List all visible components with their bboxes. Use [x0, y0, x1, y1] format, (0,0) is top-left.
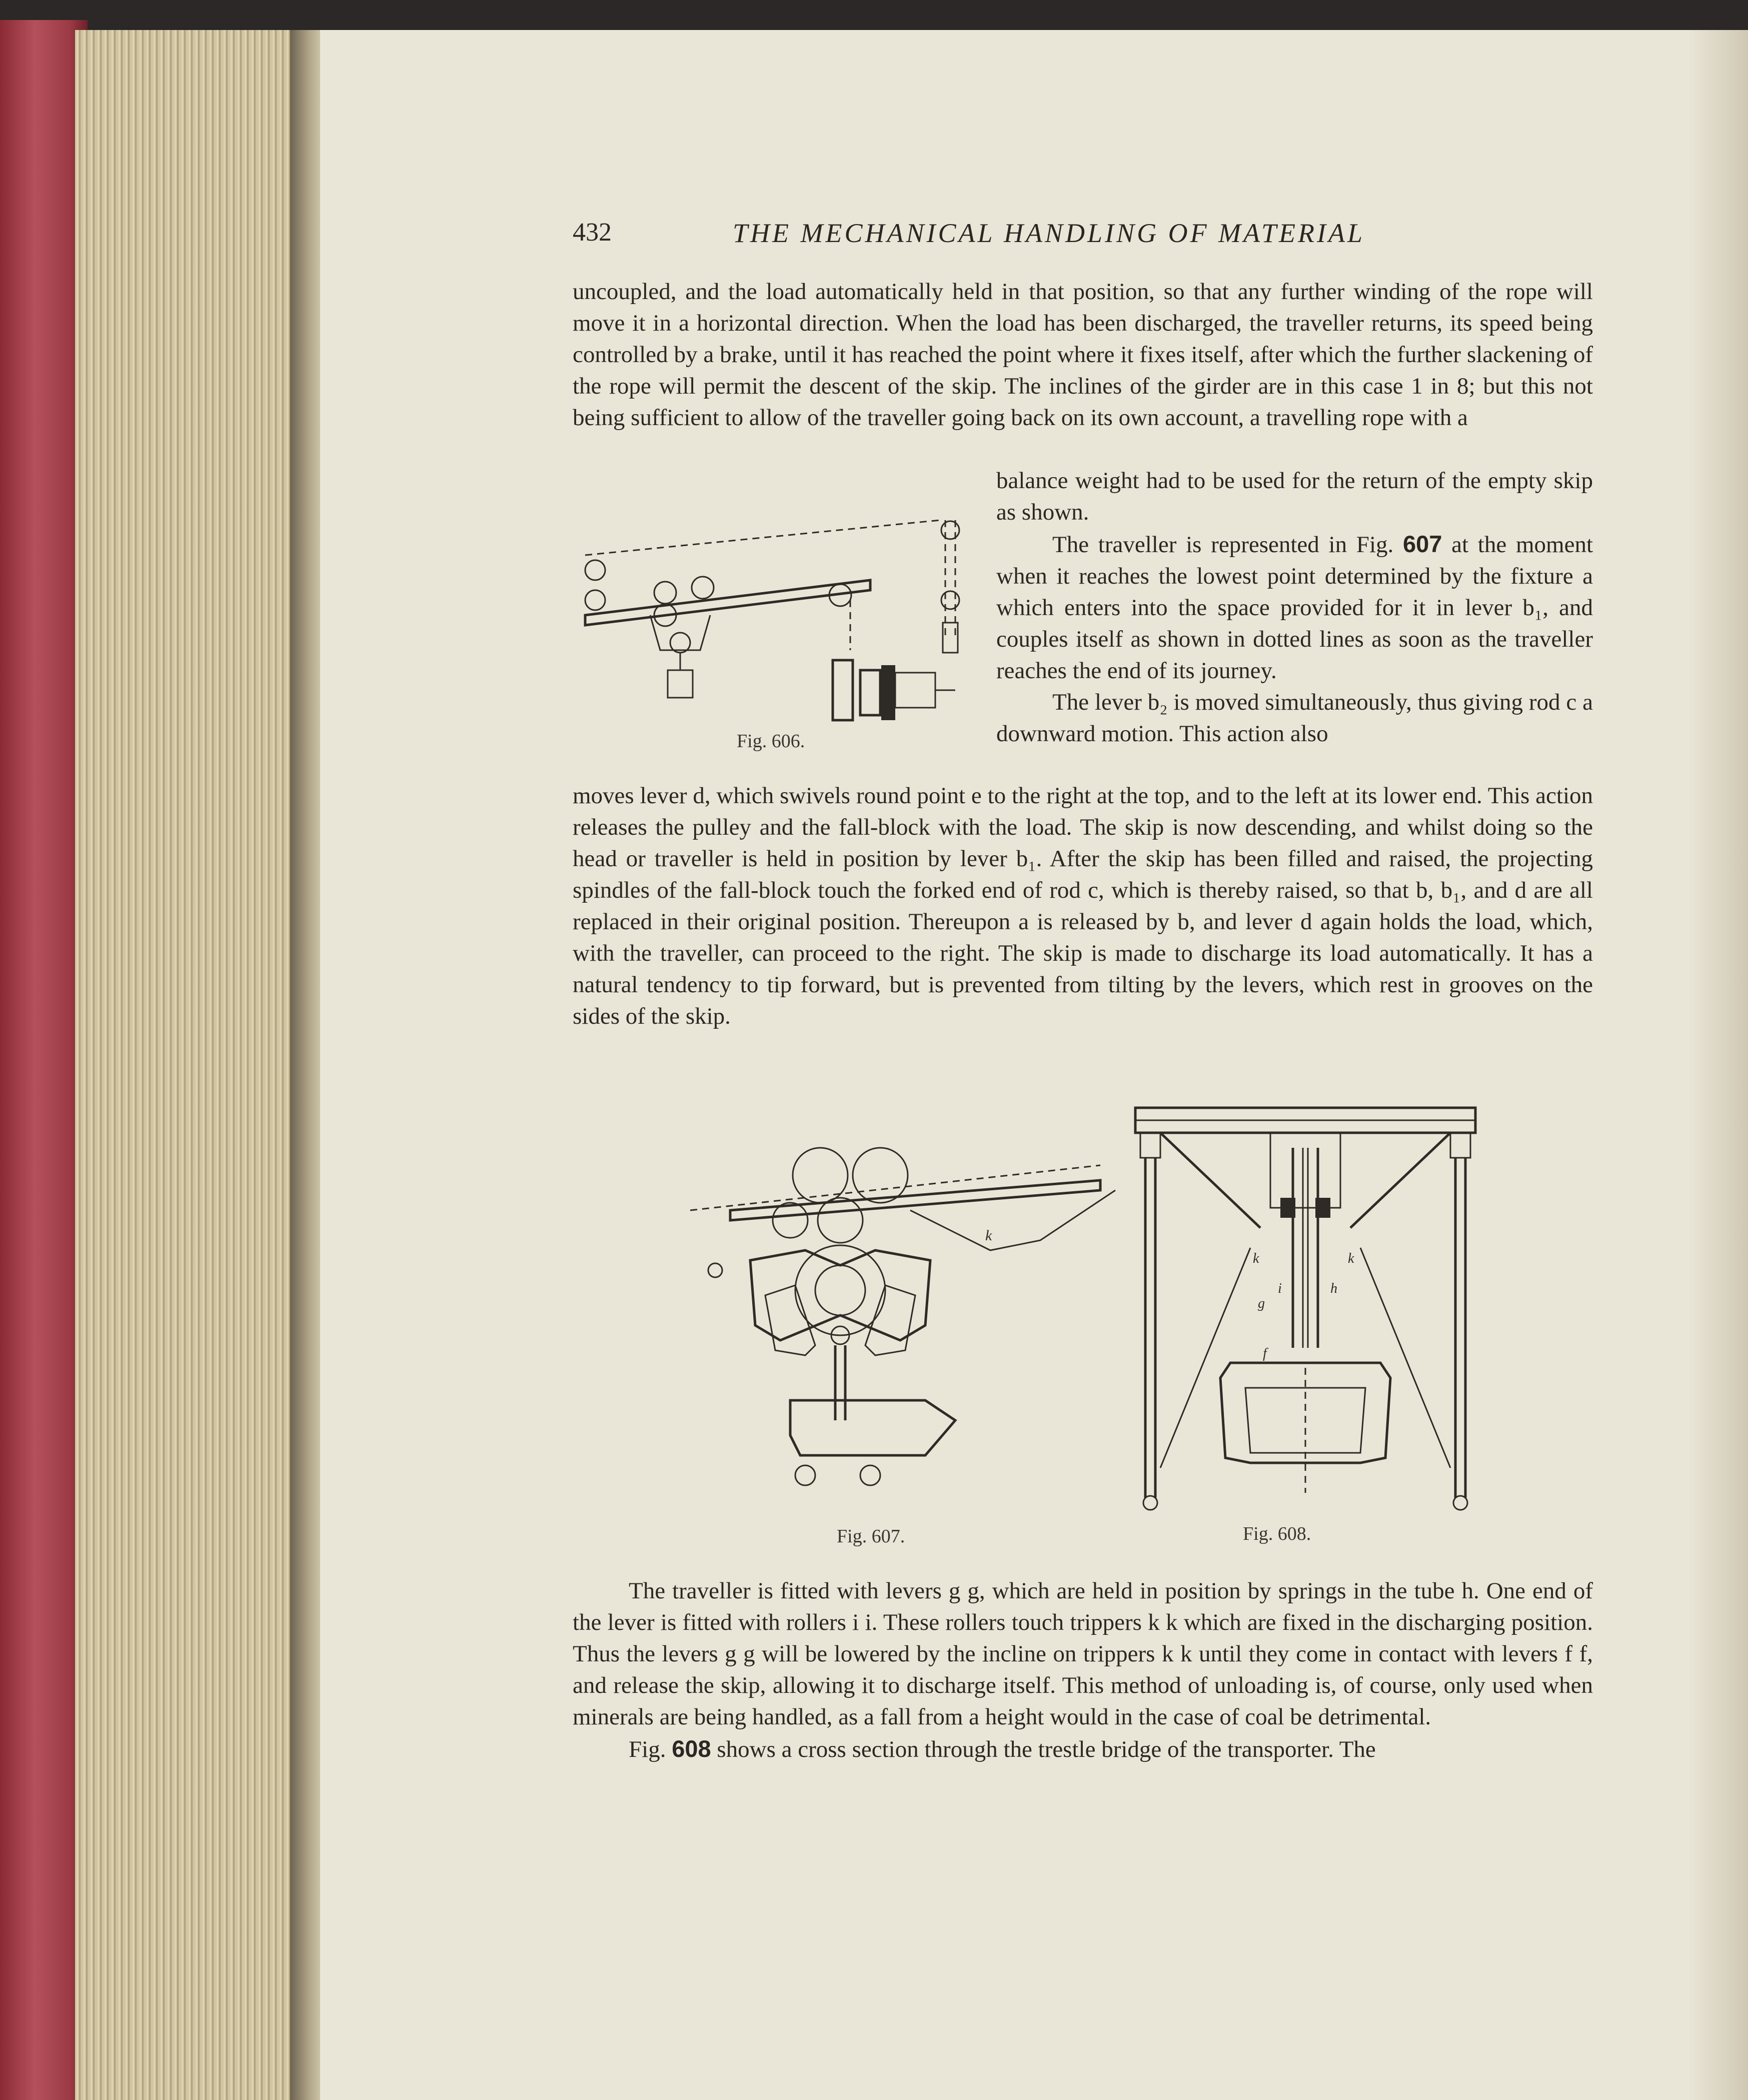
- figure-607: [690, 1135, 1130, 1505]
- paragraph-1: uncoupled, and the load automatically held in that position, so that any further winding of the rope will move it in a horizontal direction. When the load has been discharged, the traveller returns, its speed being controlled by a brake, until it has reached the point where it fixes itself, after which the further slackening of the rope will permit the descent of the skip. The inclines of the girder are in this case 1 in 8; but this not being sufficient to allow of the traveller going back on its own account, a travelling rope with a: [573, 279, 1593, 431]
- caption-fig-606: Fig. 606.: [737, 731, 805, 752]
- svg-text:g: g: [1258, 1296, 1265, 1311]
- book-cloth-edge: [0, 20, 88, 2100]
- paragraph-1-end: balance weight had to be used for the return of the empty skip as shown.: [996, 468, 1593, 525]
- svg-text:k: k: [1253, 1251, 1259, 1266]
- paragraph-3: moves lever d, which swivels round point e to the right at the top, and to the left at its lower end. This action releases the pulley and the fall-block with the load. The skip is now descending, and whilst doing so the head or traveller is held in position by lever b₁. After the skip has been filled and raised, the projecting spindles of the fall-block touch the forked end of rod c, which is thereby raised, so that b, b₁, and d are all replaced in their original position. Thereupon a is released by b, and lever d again holds the load, which, with the traveller, can proceed to the right. The skip is made to discharge its load automatically. It has a natural tendency to tip forward, but is prevented from tilting by the levers, which rest in grooves on the sides of the skip.: [573, 783, 1593, 1029]
- svg-text:f: f: [1263, 1346, 1267, 1361]
- caption-fig-607: Fig. 607.: [837, 1526, 905, 1547]
- fig-ref-608: 608: [672, 1735, 711, 1762]
- svg-text:k: k: [1348, 1251, 1354, 1266]
- paragraph-2: The traveller is represented in Fig. 607 at the moment when it reaches the lowest point determined by the fixture a which enters into the space provided for it in lever b₁, and couples itself as shown in dotted lines as soon as the traveller reaches the end of its journey.: [996, 531, 1593, 684]
- paragraph-4: The traveller is fitted with levers g g, which are held in position by springs in the tube h. One end of the lever is fitted with rollers i i. These rollers touch trippers k k which are fixed in the discharging position. Thus the levers g g will be lowered by the incline on trippers k k until they come in contact with levers f f, and release the skip, allowing it to discharge itself. This method of unloading is, of course, only used when minerals are being handled, as a fall from a height would in the case of coal be detrimental.: [573, 1578, 1593, 1730]
- paragraph-3-start: The lever b₂ is moved simultaneously, thus giving rod c a downward motion. This action also: [996, 689, 1593, 747]
- svg-text:i: i: [1278, 1281, 1282, 1296]
- wrapped-column: [996, 465, 1593, 750]
- page-edges: [75, 30, 325, 2100]
- page-number: 432: [573, 218, 612, 247]
- figure-606: [575, 500, 975, 725]
- running-head: THE MECHANICAL HANDLING OF MATERIAL: [733, 218, 1365, 248]
- caption-fig-608: Fig. 608.: [1243, 1523, 1311, 1544]
- page-header: [573, 218, 1583, 258]
- fig-ref-607: 607: [1403, 531, 1442, 557]
- figure-608: [1130, 1098, 1480, 1518]
- svg-text:k: k: [985, 1227, 992, 1244]
- svg-text:h: h: [1330, 1281, 1337, 1296]
- paragraph-4-5: [573, 1575, 1593, 1765]
- paragraph-5: Fig. 608 shows a cross section through the trestle bridge of the transporter. The: [629, 1735, 1376, 1762]
